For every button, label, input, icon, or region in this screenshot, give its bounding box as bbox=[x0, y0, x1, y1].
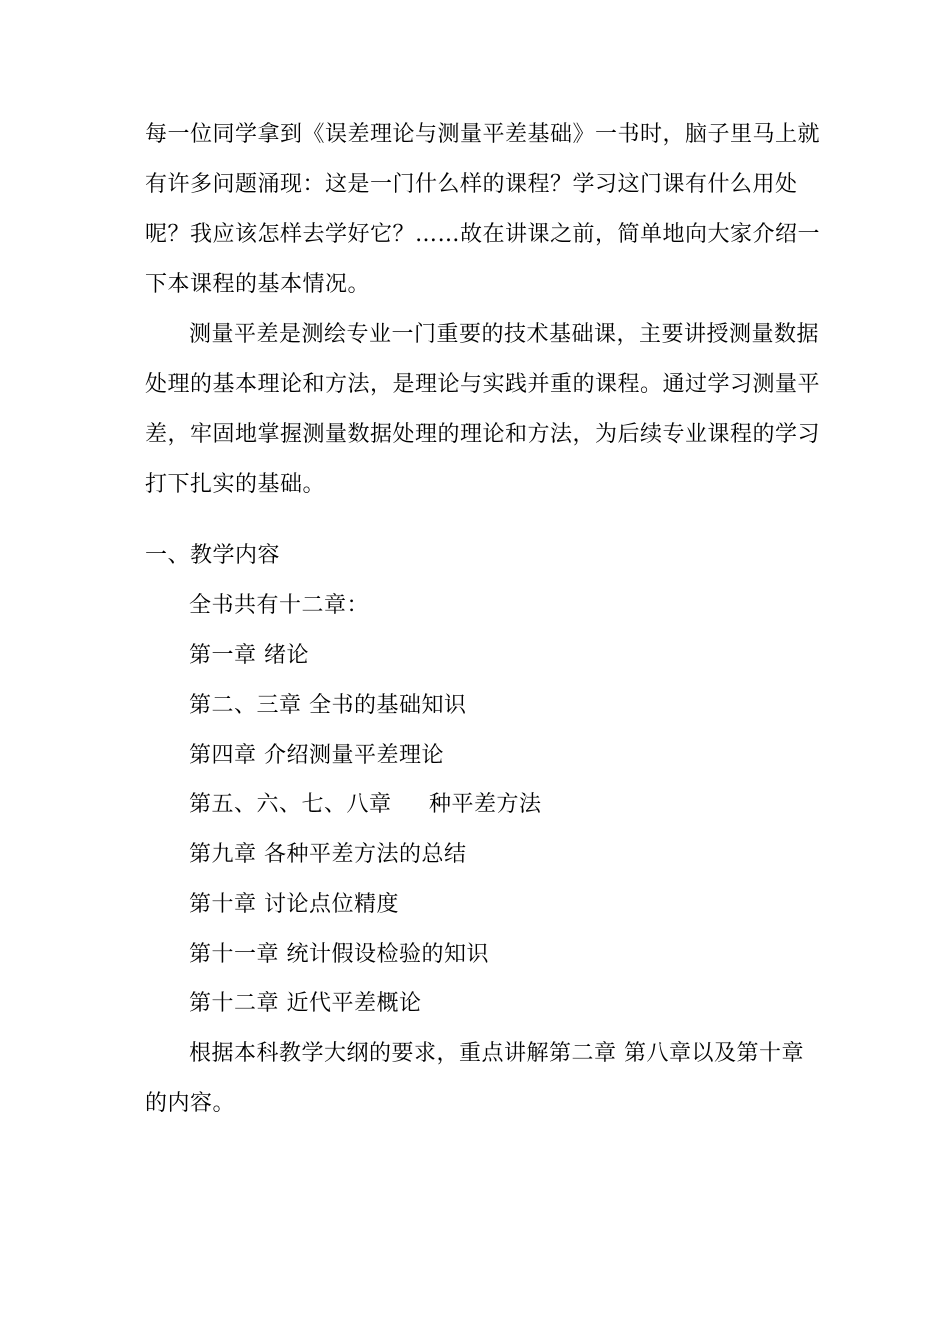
chapter-item: 第五、六、七、八章 种平差方法 bbox=[189, 792, 542, 817]
section-heading: 一、教学内容 bbox=[145, 543, 281, 568]
chapter-item: 第二、三章 全书的基础知识 bbox=[189, 693, 467, 718]
chapter-item: 第九章 各种平差方法的总结 bbox=[189, 842, 467, 867]
intro-line-1: 每一位同学拿到《误差理论与测量平差基础》一书时，脑子里马上就 bbox=[145, 122, 821, 147]
chapter-item: 第十章 讨论点位精度 bbox=[189, 892, 399, 917]
overview-line-1: 测量平差是测绘专业一门重要的技术基础课，主要讲授测量数据 bbox=[189, 322, 820, 347]
chapter-total: 全书共有十二章： bbox=[189, 593, 370, 618]
chapter-item: 第十一章 统计假设检验的知识 bbox=[189, 942, 489, 967]
intro-line-3: 呢？我应该怎样去学好它？……故在讲课之前，简单地向大家介绍一 bbox=[145, 222, 821, 247]
overview-line-3: 差，牢固地掌握测量数据处理的理论和方法，为后续专业课程的学习 bbox=[145, 422, 821, 447]
conclusion-line-2: 的内容。 bbox=[145, 1091, 236, 1116]
conclusion-line-1: 根据本科教学大纲的要求，重点讲解第二章 第八章以及第十章 bbox=[189, 1041, 804, 1066]
intro-line-2: 有许多问题涌现：这是一门什么样的课程？学习这门课有什么用处 bbox=[145, 172, 798, 197]
chapter-item: 第十二章 近代平差概论 bbox=[189, 991, 422, 1016]
overview-line-4: 打下扎实的基础。 bbox=[145, 472, 326, 497]
intro-line-4: 下本课程的基本情况。 bbox=[145, 272, 371, 297]
overview-line-2: 处理的基本理论和方法，是理论与实践并重的课程。通过学习测量平 bbox=[145, 372, 821, 397]
chapter-item: 第四章 介绍测量平差理论 bbox=[189, 743, 444, 768]
chapter-item: 第一章 绪论 bbox=[189, 643, 309, 668]
